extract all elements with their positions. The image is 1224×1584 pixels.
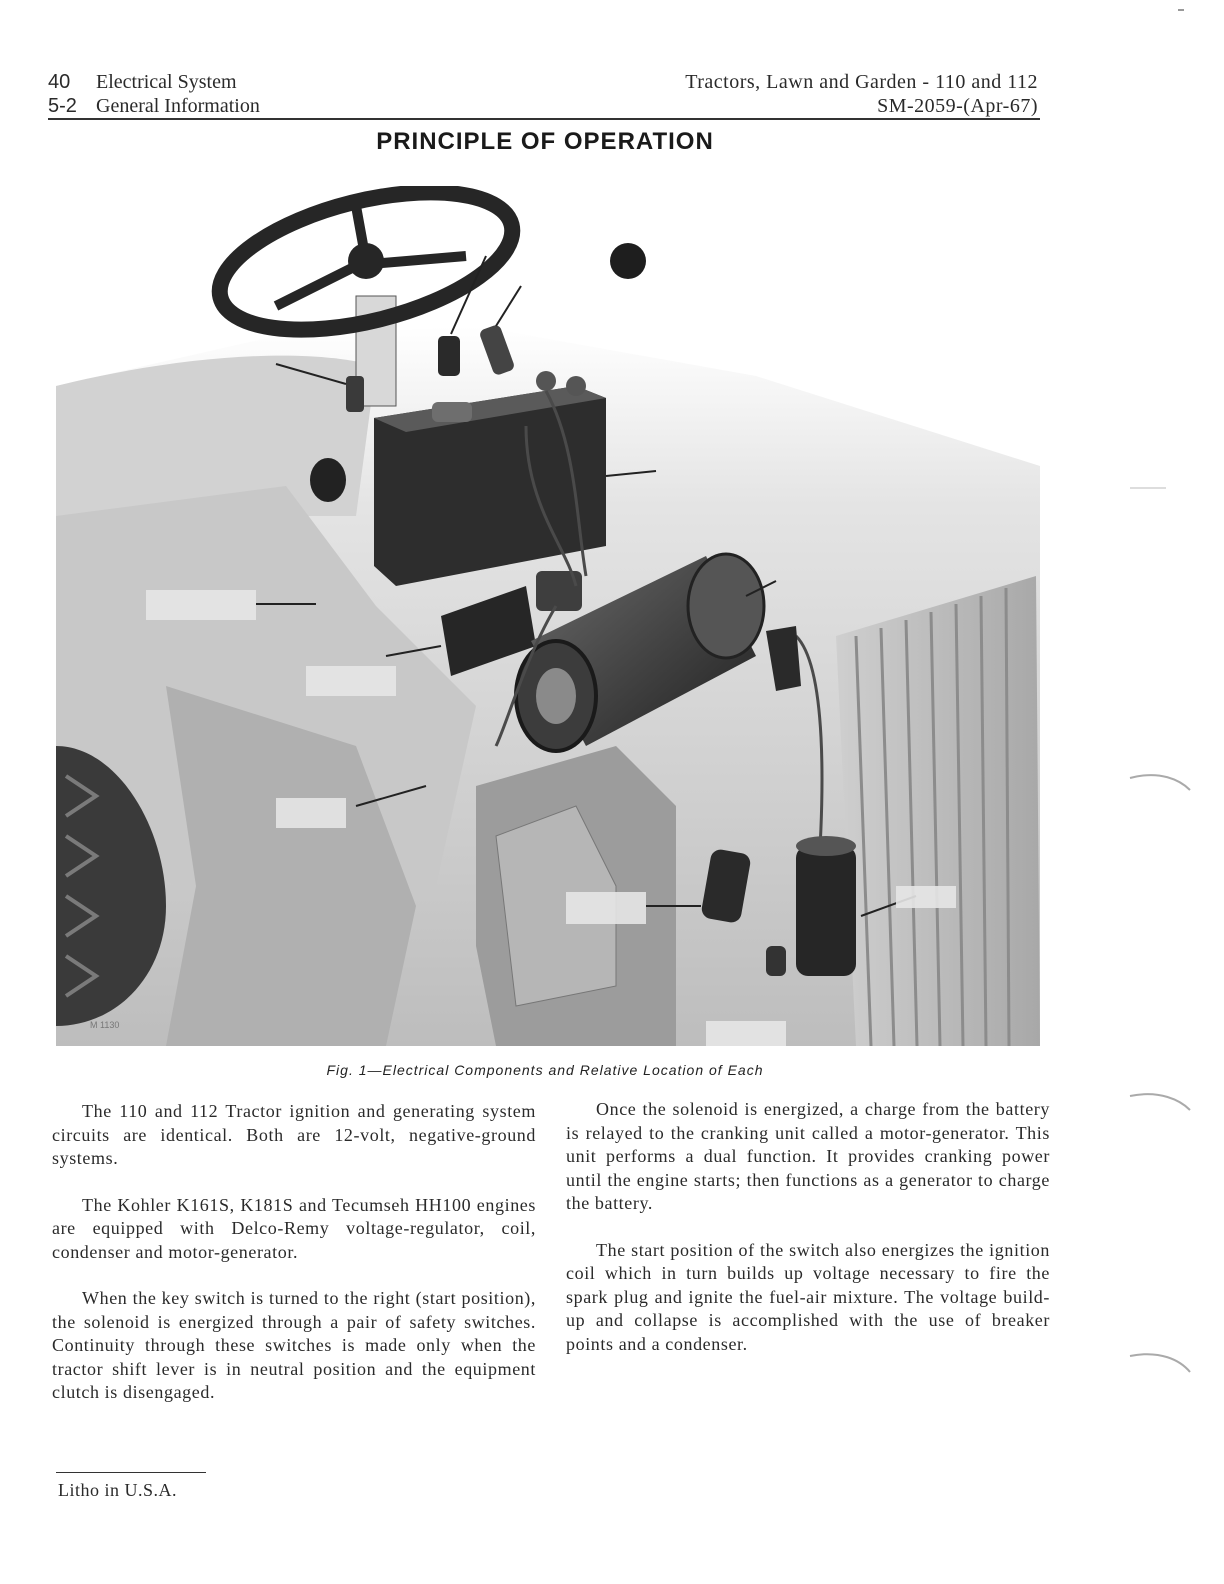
throttle-knob [610, 243, 646, 279]
subsection-title: General Information [96, 95, 260, 117]
manual-code: SM-2059-(Apr-67) [877, 95, 1038, 117]
grommet [310, 458, 346, 502]
safety-switch [346, 376, 364, 412]
electrical-components-photo [56, 186, 1040, 1046]
paragraph: Once the solenoid is energized, a charge from the battery is relayed to the cranking unit called a motor-generator. This unit performs a dual function. It provides cranking power until the engine starts; then functions as a generator to charge the battery. [566, 1099, 1050, 1213]
ignition-coil [796, 846, 856, 976]
figure-caption: Fig. 1—Electrical Components and Relative Location of Each [326, 1062, 764, 1078]
paragraph: The 110 and 112 Tractor ignition and generating system circuits are identical. Both are 12-volt, negative-ground systems. [52, 1101, 536, 1168]
left-column [52, 1100, 536, 1428]
page-header-left [48, 70, 260, 118]
footer-rule [56, 1472, 206, 1473]
paragraph: When the key switch is turned to the right (start position), the solenoid is energized through a pair of safety switches. Continuity through these switches is made only when the tractor shift lever is in neutral position and the equipment clutch is disengaged. [52, 1288, 536, 1402]
page-number: 40 [48, 71, 71, 93]
figure-tag: M 1130 [90, 1020, 120, 1030]
scan-edge-marks [1110, 0, 1224, 1584]
section-title: Electrical System [96, 71, 237, 93]
solenoid [536, 571, 582, 611]
key-switch [438, 336, 460, 376]
book-title: Tractors, Lawn and Garden - 110 and 112 [685, 71, 1038, 93]
page-header-right [685, 70, 1038, 118]
paragraph: The Kohler K161S, K181S and Tecumseh HH100 engines are equipped with Delco-Remy voltage-regulator, coil, condenser and motor-generator. [52, 1194, 536, 1262]
footer-note: Litho in U.S.A. [58, 1480, 178, 1500]
header-rule [48, 118, 1040, 120]
right-column [566, 1098, 1050, 1379]
section-number: 5-2 [48, 95, 77, 117]
paragraph: The start position of the switch also energizes the ignition coil which in turn builds up voltage necessary to fire the spark plug and ignite the fuel-air mixture. The voltage build-up and collapse is accomplished with the use of breaker points and a condenser. [566, 1239, 1050, 1354]
page-title: PRINCIPLE OF OPERATION [376, 128, 714, 155]
